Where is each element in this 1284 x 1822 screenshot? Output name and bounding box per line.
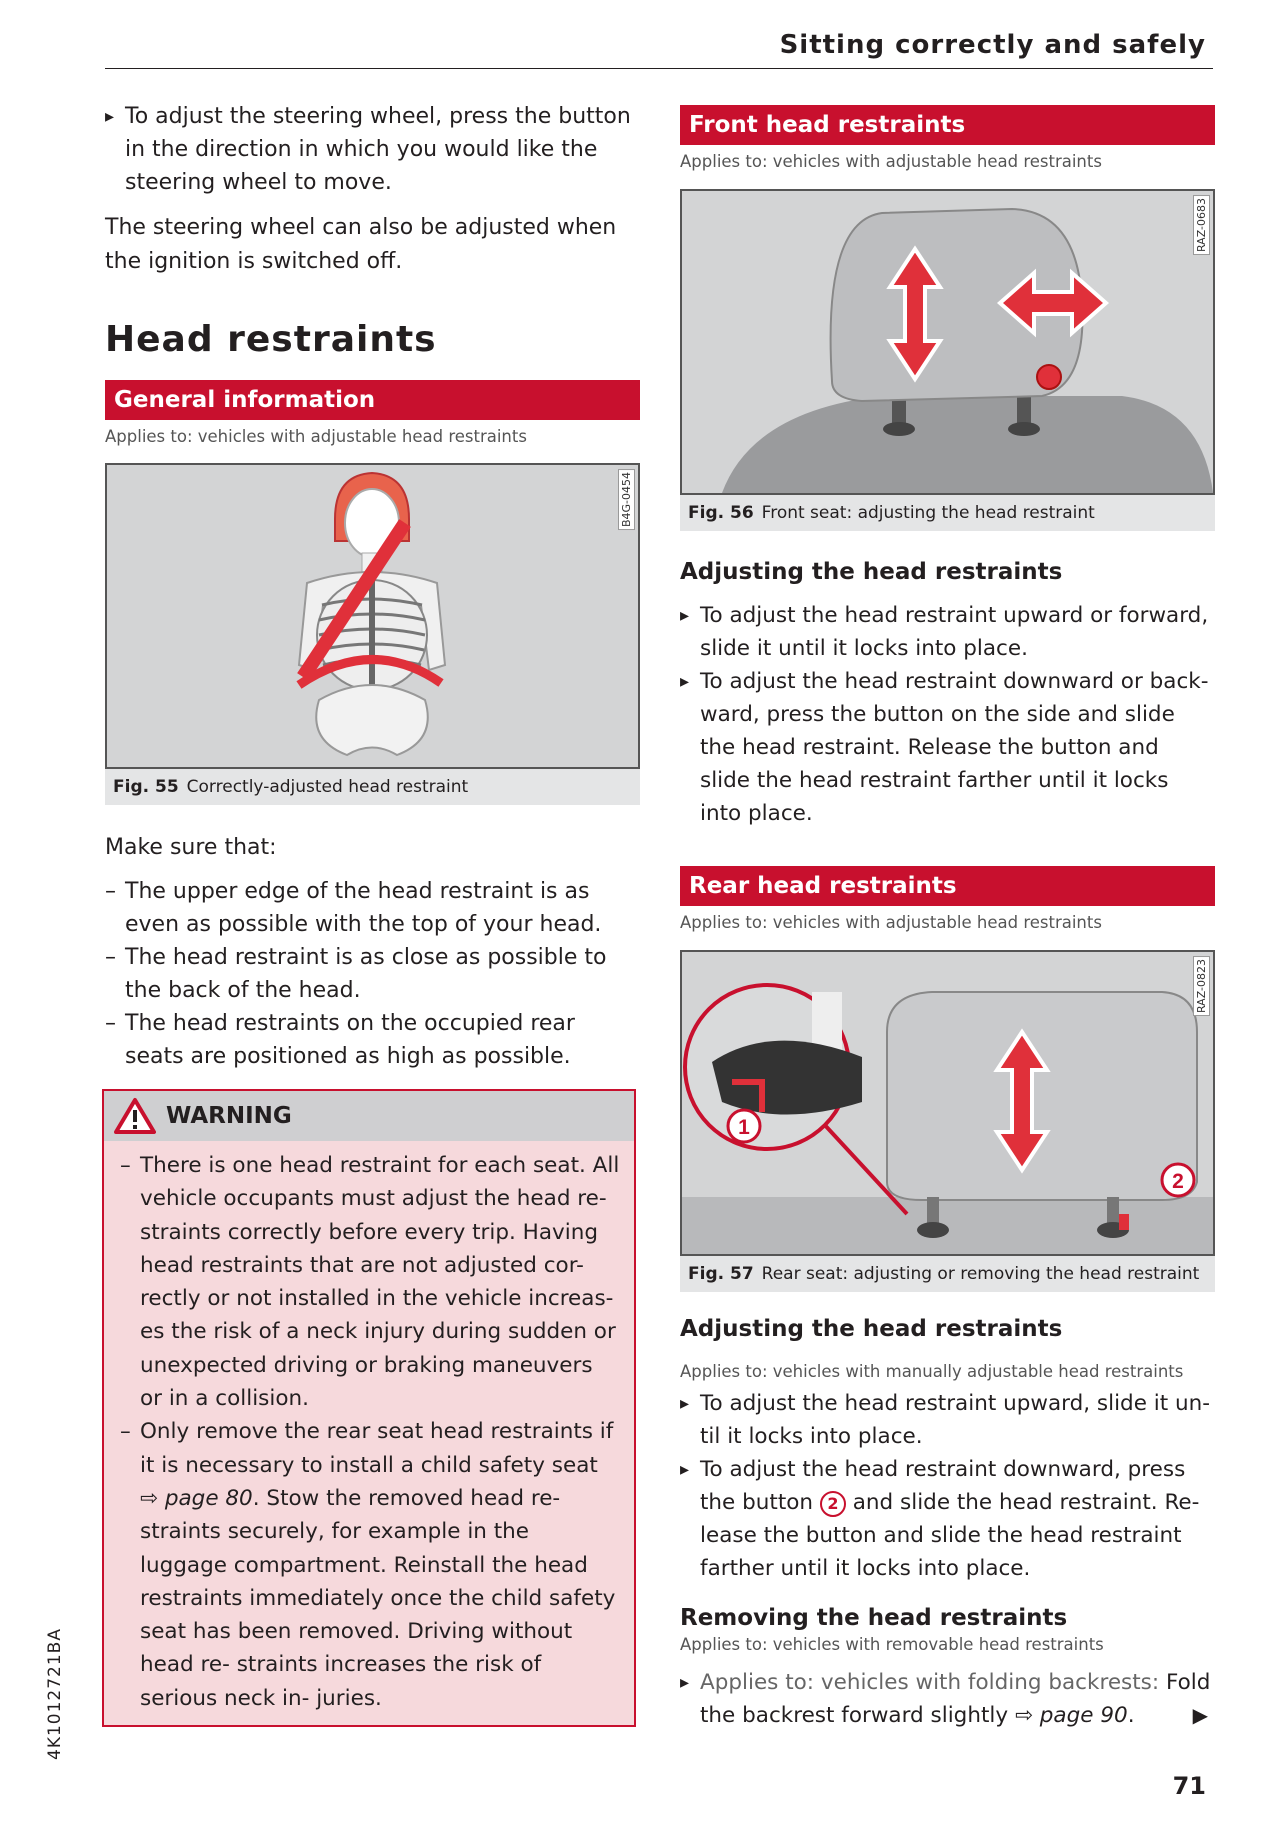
rear-applies: Applies to: vehicles with adjustable head restraints — [680, 913, 1102, 932]
section-title: Head restraints — [105, 319, 437, 360]
removing-step-condition: Applies to: vehicles with folding backrests: — [700, 1670, 1160, 1695]
button-2-callout: 2 — [820, 1491, 846, 1517]
skeleton-head-restraint-illustration — [107, 465, 638, 767]
rear-head-restraints-bar: Rear head restraints — [680, 866, 1215, 906]
removing-step-text: Fold the backrest forward slightly — [700, 1670, 1211, 1728]
adjusting-step — [680, 1453, 1215, 1585]
front-applies: Applies to: vehicles with adjustable head restraints — [680, 152, 1102, 171]
right-column — [680, 100, 1215, 1732]
page-90-link[interactable]: ⇨ page 90 — [1014, 1703, 1128, 1728]
steering-note: The steering wheel can also be adjusted when the ignition is switched off. — [105, 215, 617, 274]
warning-header — [104, 1091, 634, 1141]
make-sure-text: Make sure that: — [105, 835, 277, 860]
list-item: – The head restraint is as close as possible to the back of the head. — [105, 941, 640, 1007]
figure-56-label: Fig. 56 — [688, 503, 754, 523]
warning-item: – There is one head restraint for each seat. All vehicle occupants must adjust the head re- straints correctly before every trip. Having head restraints that are not adjusted cor- rectly or not installed in the vehicle increas- es the risk of a neck injury during sudden or unexpected driving or braking maneuvers or in a collision. — [120, 1149, 620, 1415]
callout-2: 2 — [1172, 1170, 1184, 1193]
warning-title: WARNING — [166, 1103, 292, 1129]
continue-arrow-icon: ▶ — [1192, 1703, 1208, 1727]
adjusting-step-text: To adjust the head restraint downward, press the button — [700, 1457, 1186, 1515]
figure-55 — [105, 463, 640, 769]
make-sure-list — [105, 875, 640, 1073]
warning-item-2-text: Only remove the rear seat head restraints if it is necessary to install a child safety seat — [140, 1419, 614, 1478]
figure-56-caption-text: Front seat: adjusting the head restraint — [761, 503, 1095, 523]
figure-57-caption — [680, 1256, 1215, 1292]
adjusting-steps-front — [680, 599, 1215, 830]
warning-box — [102, 1089, 636, 1727]
removing-step — [680, 1666, 1215, 1732]
figure-57-label: Fig. 57 — [688, 1264, 754, 1284]
figure-55-code: B4G-0454 — [618, 469, 635, 530]
removing-step-end: . — [1127, 1703, 1135, 1728]
page-number: 71 — [1172, 1772, 1206, 1800]
figure-57-code: RAZ-0823 — [1193, 956, 1210, 1016]
adjusting-steps-rear — [680, 1387, 1215, 1585]
warning-body — [104, 1141, 634, 1725]
document-code: 4K1012721BA — [45, 1628, 65, 1760]
figure-56 — [680, 189, 1215, 495]
figure-55-caption — [105, 769, 640, 805]
general-information-bar: General information — [105, 380, 640, 420]
list-item: – The head restraints on the occupied rear seats are positioned as high as possible. — [105, 1007, 640, 1073]
figure-56-caption — [680, 495, 1215, 531]
figure-55-caption-text: Correctly-adjusted head restraint — [186, 777, 469, 797]
callout-1: 1 — [738, 1116, 750, 1139]
warning-icon — [114, 1097, 156, 1135]
adjusting-step: ▸ To adjust the head restraint upward, slide it un- til it locks into place. — [680, 1387, 1215, 1453]
adjusting-step: ▸ To adjust the head restraint upward or forward, slide it until it locks into place. — [680, 599, 1215, 665]
adjusting-step-rest: and slide the head restraint. Re- lease the button and slide the head restraint farther until it locks into place. — [700, 1490, 1200, 1581]
figure-57 — [680, 950, 1215, 1256]
page-80-link[interactable]: ⇨ page 80 — [140, 1485, 253, 1511]
header-rule — [105, 68, 1213, 69]
adjusting-title-rear: Adjusting the head restraints — [680, 1316, 1063, 1342]
rear-head-restraint-illustration — [682, 952, 1213, 1254]
figure-57-caption-text: Rear seat: adjusting or removing the head restraint — [761, 1264, 1200, 1284]
general-applies: Applies to: vehicles with adjustable head restraints — [105, 427, 527, 446]
removing-applies: Applies to: vehicles with removable head restraints — [680, 1635, 1104, 1654]
adjusting-rear-applies: Applies to: vehicles with manually adjustable head restraints — [680, 1362, 1184, 1381]
adjusting-title-front: Adjusting the head restraints — [680, 559, 1063, 585]
figure-55-label: Fig. 55 — [113, 777, 179, 797]
front-head-restraints-bar: Front head restraints — [680, 105, 1215, 145]
figure-56-code: RAZ-0683 — [1193, 195, 1210, 255]
removing-title: Removing the head restraints — [680, 1605, 1068, 1631]
page-header-title: Sitting correctly and safely — [779, 30, 1206, 60]
warning-item — [120, 1415, 620, 1715]
warning-item-2-rest: . Stow the removed head re- straints securely, for example in the luggage compartment. Reinstall the head restraints immediately once the child safety seat has been removed. Driving without head re- straints increases the risk of serious neck in- juries. — [140, 1485, 616, 1711]
list-item: – The upper edge of the head restraint is as even as possible with the top of your head. — [105, 875, 640, 941]
front-head-restraint-illustration — [682, 191, 1213, 493]
steering-step: ▸ To adjust the steering wheel, press the button in the direction in which you would like the steering wheel to move. — [105, 100, 640, 199]
adjusting-step: ▸ To adjust the head restraint downward or back- ward, press the button on the side and slide the head restraint. Release the button and slide the head restraint farther until it locks into place. — [680, 665, 1215, 830]
left-column — [105, 100, 640, 1727]
